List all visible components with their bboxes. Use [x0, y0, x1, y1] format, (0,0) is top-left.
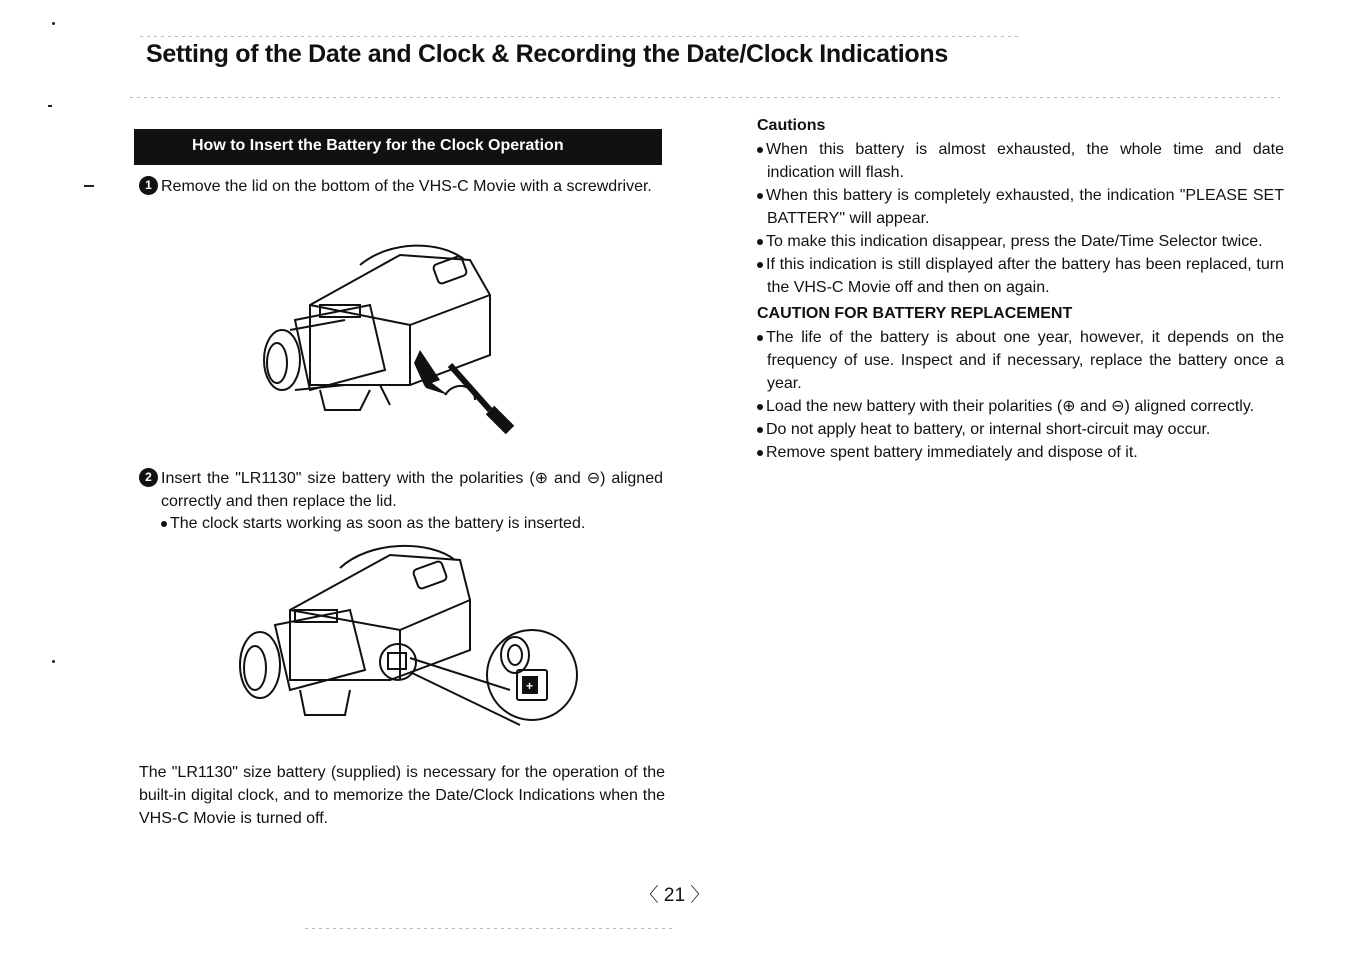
caution-text: To make this indication disappear, press the Date/Time Selector twice.: [766, 233, 1263, 250]
caution-text: When this battery is completely exhausted, the indication "PLEASE SET BATTERY" will appear.: [766, 187, 1284, 227]
note-text: The clock starts working as soon as the battery is inserted.: [170, 515, 586, 532]
section-banner: How to Insert the Battery for the Clock Operation: [134, 129, 662, 165]
battery-caution-heading: CAUTION FOR BATTERY REPLACEMENT: [757, 305, 1073, 322]
step-number-badge: 2: [139, 468, 158, 487]
margin-dot: [52, 660, 55, 663]
caution-item: [757, 138, 1284, 184]
bullet-dot: [757, 262, 763, 268]
step-2: [145, 467, 663, 513]
cautions-heading: Cautions: [757, 117, 826, 134]
step-2-note: [161, 512, 673, 535]
bullet-dot: [757, 404, 763, 410]
step-text: Insert the "LR1130" size battery with the polarities (⊕ and ⊖) aligned correctly and then replace the lid.: [161, 470, 663, 510]
bullet-dot: [161, 521, 167, 527]
bullet-dot: [757, 147, 763, 153]
battery-caution-item: [757, 395, 1284, 418]
bullet-dot: [757, 335, 763, 341]
bullet-dot: [757, 427, 763, 433]
battery-caution-item: [757, 441, 1284, 464]
battery-caution-item: [757, 326, 1284, 395]
cautions-section: [757, 117, 1284, 464]
battery-plus-label: +: [526, 679, 534, 693]
step-number-badge: 1: [139, 176, 158, 195]
bullet-dot: [757, 239, 763, 245]
page-title: Setting of the Date and Clock & Recording the Date/Clock Indications: [146, 40, 948, 68]
camcorder-screwdriver-icon: [250, 235, 520, 445]
step-text: Remove the lid on the bottom of the VHS-C Movie with a screwdriver.: [161, 178, 652, 195]
caution-item: [757, 230, 1284, 253]
battery-caution-item: [757, 418, 1284, 441]
top-speckle: [140, 36, 1020, 37]
caution-item: [757, 253, 1284, 299]
margin-dot: [52, 22, 55, 25]
battery-caution-text: Remove spent battery immediately and dispose of it.: [766, 444, 1138, 461]
bullet-dot: [757, 450, 763, 456]
bullet-dot: [757, 193, 763, 199]
margin-dash: [84, 185, 94, 187]
caution-text: When this battery is almost exhausted, the whole time and date indication will flash.: [766, 141, 1284, 181]
battery-caution-text: Load the new battery with their polarities (⊕ and ⊖) aligned correctly.: [766, 398, 1255, 415]
camcorder-battery-insert-icon: [230, 540, 580, 740]
caution-text: If this indication is still displayed after the battery has been replaced, turn the VHS-C Movie off and then on again.: [766, 256, 1284, 296]
caution-item: [757, 184, 1284, 230]
battery-caution-text: The life of the battery is about one year, however, it depends on the frequency of use. Inspect and if necessary, replace the battery once a year.: [766, 329, 1284, 392]
margin-dash: [48, 105, 52, 107]
step-1: [145, 175, 663, 198]
bottom-speckle: [305, 928, 675, 929]
battery-info-paragraph: The "LR1130" size battery (supplied) is necessary for the operation of the built-in digital clock, and to memorize the Date/Clock Indications when the VHS-C Movie is turned off.: [139, 764, 665, 827]
title-underline: [130, 97, 1280, 98]
page-number: 〈 21 〉: [639, 885, 710, 906]
battery-caution-text: Do not apply heat to battery, or internal short-circuit may occur.: [766, 421, 1211, 438]
